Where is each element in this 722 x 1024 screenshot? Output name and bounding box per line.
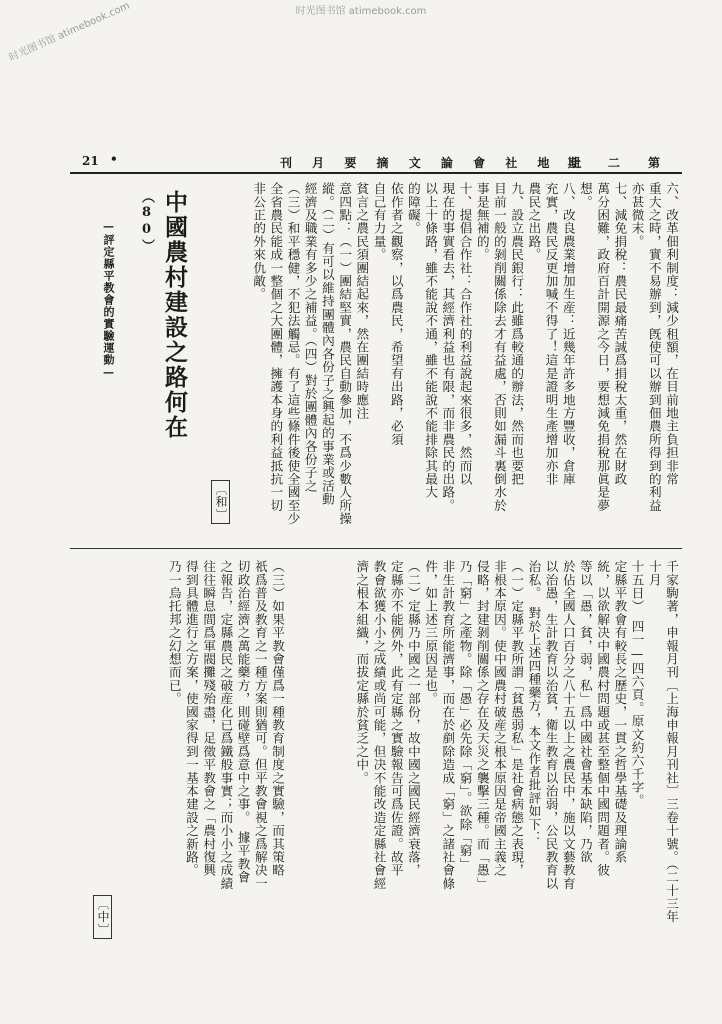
text-line: 意四點：（一）團結堅實，農民自動參加，不爲少數人所操 (337, 182, 353, 526)
text-line: 定縣平教會有較長之歷史，一貫之哲學基礎及理論系 (612, 560, 628, 864)
text-line: 千家駒著，申報月刊〔上海申報月刊社〕三卷十號。（二十三年十月 (646, 560, 679, 924)
text-line: 乃「窮」之產物。除「愚」必先除「窮」。欲除「窮」 (457, 560, 473, 871)
text-line: 七、減免捐稅：農民最痛苦誠爲捐稅太重，然在財政 (612, 182, 628, 486)
text-line: 侵略，封建剝削關係之存在及天災之襲擊三種。而「愚」 (474, 560, 490, 890)
page (70, 150, 682, 940)
watermark-side: 时光图书馆 atimebook.com (7, 0, 132, 64)
text-line: 等以「愚，貧，弱，私」爲中國社會基本缺陷，乃欲 (577, 560, 593, 864)
issue-label: 期 二 第 (567, 156, 672, 170)
article-title-text: 中國農村建設之路何在 (161, 190, 188, 440)
article-number: （80） (139, 190, 154, 254)
lower-left-text (90, 560, 286, 935)
text-line: 九、設立農民銀行：此雖爲較通的辦法，然而也要把 (509, 182, 525, 486)
text-line: 六、改革佃利制度：減少租額，在目前地主負担非常 (664, 182, 679, 486)
page-number: 21 (82, 154, 99, 168)
text-line: 八、改良農業增加生産：近幾年許多地方豐收，倉庫 (560, 182, 576, 486)
text-line: 以上十條路，雖不能說不通，雖不能說不能排除其最大 (423, 182, 439, 499)
tag-he: 〔和〕 (211, 480, 230, 524)
text-line: 件，如上述三原因是也。 (423, 560, 439, 706)
text-line: 之報告，定縣農民之破産化已爲鐵般事實；而小小之成績 (218, 560, 234, 890)
text-line: 非公正的外來仇敵。 (251, 182, 267, 301)
text-line: （三）和平穩健，不犯法觸忌。有了這些條件後使全國至少 (285, 182, 301, 526)
upper-article-text (240, 182, 680, 537)
header-dot: • (110, 152, 118, 166)
running-header (70, 150, 682, 174)
section-tag-zhong (92, 895, 112, 937)
text-line: 往往瞬息間爲軍閥攤殘殆盡，足徵平教會之「農村復興 (201, 560, 217, 877)
text-line: 濟之根本組織，而拔定縣於貧乏之中。 (354, 560, 370, 785)
text-line: 十五日） 四一—四六頁。原文約六千字。 (629, 560, 645, 807)
text-line: 經濟及職業有多少之補益。（四）對於團體內各份子之 (302, 182, 318, 493)
article-subtitle-text: —評定縣平教會的實驗運動— (102, 220, 115, 380)
section-divider (70, 548, 682, 549)
text-line: 祇爲普及教育之一種方案則猶可。但平教會視之爲解决一 (252, 560, 268, 890)
text-line: 依作者之觀察，以爲農民，希望有出路，必須 (388, 182, 404, 446)
text-line: 亦甚微末。 (629, 182, 645, 248)
text-line: 貧言之農民須團結起來，然在團結時應注 (354, 182, 370, 420)
text-line: 乃一烏托邦之幻想而已。 (166, 560, 182, 706)
article-subtitle (100, 220, 116, 480)
tag-zhong: 〔中〕 (93, 895, 112, 939)
text-line: （一）定縣平教所謂「貧愚弱私」是社會病態之表現， (509, 560, 525, 877)
text-line: （二）定縣乃中國之一部份，故中國之國民經濟衰落， (405, 560, 421, 877)
text-line: 定縣亦不能例外，此有定縣之實驗報告可爲佐證。故平 (388, 560, 404, 877)
text-line: 十、提倡合作社：合作社的利益說起來很多，然而以 (457, 182, 473, 486)
article-title (132, 190, 188, 490)
text-line: 以治愚，生計教育以治貧，衛生教育以治弱，公民教育以 (543, 560, 559, 890)
text-line: 充實，農民反更加喊不得了！這是證明生產增加亦非 (543, 182, 559, 486)
text-line: 得到具體進行之方案，使國家得到一基本建設之新路。 (183, 560, 199, 877)
section-tag-he (210, 480, 230, 540)
text-line: 切政治經濟之萬能藥方，則碰壁爲意中之事。 據平教會 (235, 560, 251, 884)
text-line: 目前一般的剝削關係除去才有益處，否則如漏斗裏倒水於 (491, 182, 507, 512)
text-line: 的障礙。 (405, 182, 421, 235)
text-line: 全省農民能成一整個之大團體，擁護本身的利益抵抗一切 (268, 182, 284, 512)
text-line: 於佔全國人口百分之八十五以上之農民中，施以文藝教育 (560, 560, 576, 890)
text-line: 自己有力量。 (371, 182, 387, 262)
text-line: 教會欲獲小小之成績或尚可能，但决不能改造定縣社會經 (371, 560, 387, 890)
journal-title: 刊 月 要 摘 文 論 會 社 地 土 (280, 156, 590, 170)
text-line: 治私。 對於上述四種藥方，本文作者批評如下： (526, 560, 542, 845)
watermark-top: 时光图书馆 atimebook.com (295, 6, 427, 17)
text-line: 縱。（二）有可以維持團體內各份子之興起的事業或活動 (319, 182, 335, 506)
text-line: 想。 (577, 182, 593, 209)
text-line: 統，以欲解决中國農村問題或甚至整個中國問題者。彼 (595, 560, 611, 877)
text-line: 農民之出路。 (526, 182, 542, 262)
text-line: 萬分困難，政府百計開源之今日，要想減免捐稅那眞是夢 (595, 182, 611, 512)
lower-right-text (292, 560, 680, 935)
text-line: 非根本原因。使中國農村破産之根本原因是帝國主義之 (491, 560, 507, 877)
text-line: （三）如果平教會僅爲一種教育制度之實驗，而其策略 (270, 560, 285, 877)
text-line: 重大之時，實不易辦到，旣使可以辦到佃農所得到的利益 (646, 182, 662, 512)
text-line: 事是無補的。 (474, 182, 490, 262)
text-line: 現在的事實看去，其經濟利益也有限，而非農民的出路。 (440, 182, 456, 512)
text-line: 非生計教育所能濟事，而在於剷除造成「窮」之諸社會條 (440, 560, 456, 890)
